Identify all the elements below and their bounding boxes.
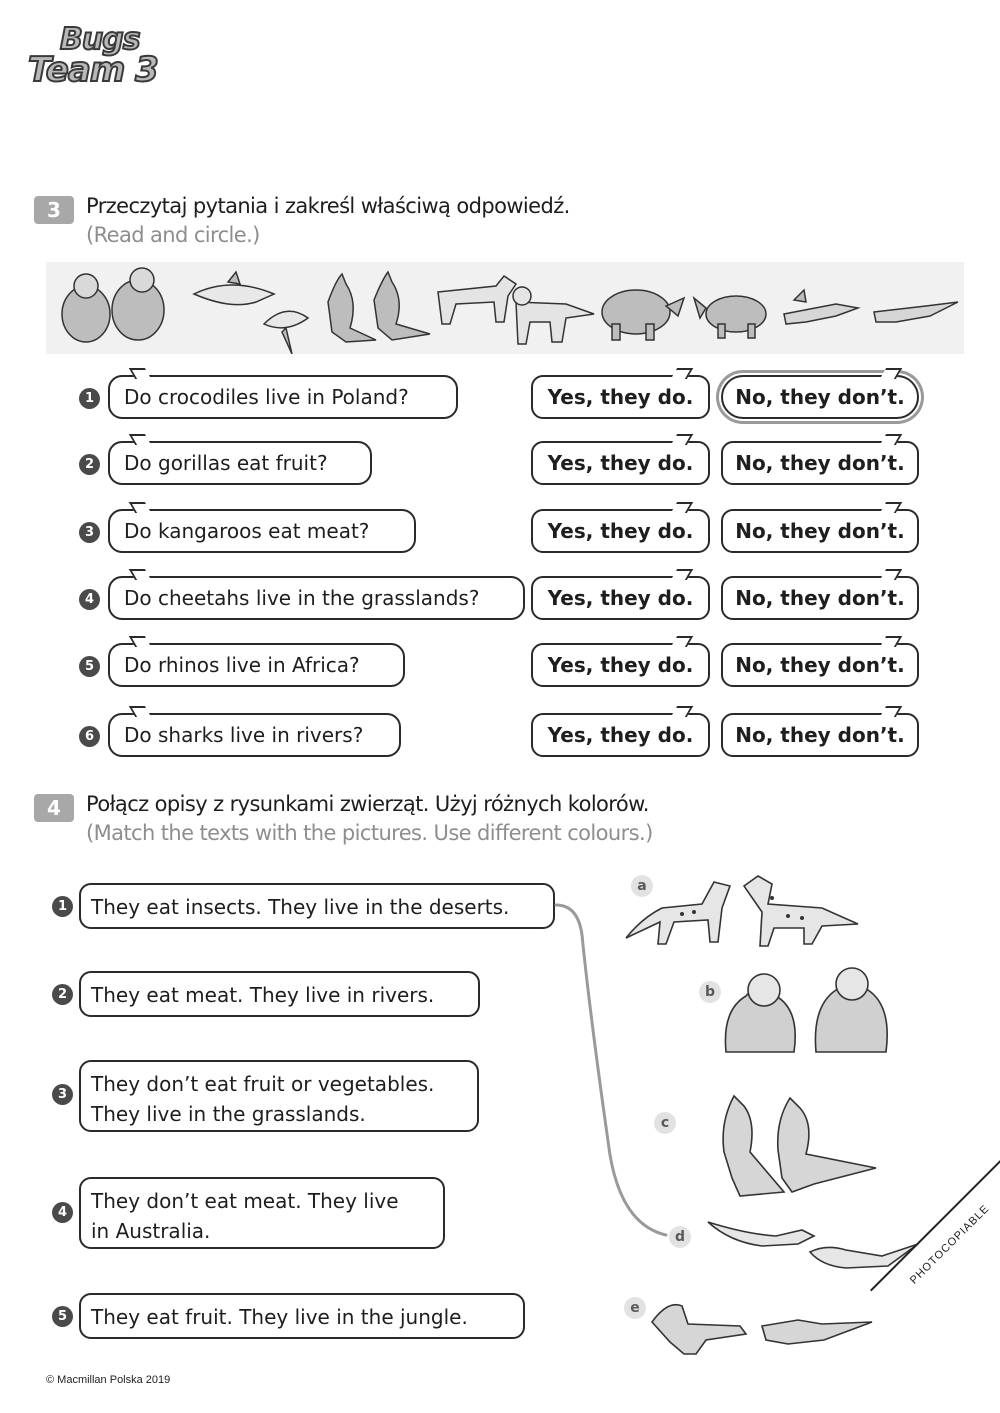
picture-letter-a: a: [631, 875, 653, 897]
gorilla-icon: [112, 268, 164, 340]
answer-yes[interactable]: Yes, they do.: [531, 576, 710, 620]
crocodile-icon: [648, 1296, 878, 1360]
shark-icon: [194, 272, 274, 305]
answer-yes[interactable]: Yes, they do.: [531, 375, 710, 419]
text-number: 5: [52, 1306, 73, 1327]
question-bubble: Do gorillas eat fruit?: [108, 441, 372, 485]
description-line: They live in the grasslands.: [91, 1102, 366, 1126]
text-number: 2: [52, 984, 73, 1005]
exercise-3-subtitle: (Read and circle.): [86, 223, 260, 247]
kangaroo-icon: [328, 274, 376, 342]
question-bubble: Do crocodiles live in Poland?: [108, 375, 458, 419]
rhino-icon: [694, 296, 766, 338]
question-number: 1: [79, 388, 100, 409]
description-box[interactable]: [79, 971, 480, 1017]
description-line: They don’t eat fruit or vegetables.: [91, 1072, 435, 1096]
exercise-3-number: 3: [34, 196, 74, 224]
exercise-4-subtitle: (Match the texts with the pictures. Use different colours.): [86, 821, 653, 845]
logo-line-2: Team 3: [28, 50, 158, 90]
text-number: 4: [52, 1202, 73, 1223]
answer-no[interactable]: No, they don’t.: [721, 576, 919, 620]
question-number: 5: [79, 656, 100, 677]
picture-letter-b: b: [699, 981, 721, 1003]
rhino-icon: [602, 290, 684, 340]
cheetah-icon: [513, 287, 594, 344]
answer-no[interactable]: No, they don’t.: [721, 441, 919, 485]
answer-no[interactable]: No, they don’t.: [721, 713, 919, 757]
answer-yes[interactable]: Yes, they do.: [531, 441, 710, 485]
cheetah-icon: [622, 868, 862, 948]
animal-strip-illustrations: [46, 262, 964, 354]
picture-letter-e: e: [624, 1297, 646, 1319]
description-box[interactable]: [79, 883, 555, 929]
answer-no[interactable]: No, they don’t.: [721, 643, 919, 687]
description-line: They don’t eat meat. They live: [91, 1189, 399, 1213]
answer-no[interactable]: No, they don’t.: [721, 509, 919, 553]
exercise-4-number: 4: [34, 794, 74, 822]
gorilla-icon: [62, 274, 110, 342]
logo-line-1: Bugs: [60, 22, 140, 57]
question-number: 6: [79, 726, 100, 747]
answer-no-circled[interactable]: No, they don’t.: [721, 375, 919, 419]
question-bubble: Do kangaroos eat meat?: [108, 509, 416, 553]
question-bubble: Do cheetahs live in the grasslands?: [108, 576, 525, 620]
description-line: in Australia.: [91, 1219, 211, 1243]
question-bubble: Do sharks live in rivers?: [108, 713, 401, 757]
description-box[interactable]: [79, 1177, 445, 1249]
gorilla-icon: [716, 960, 896, 1060]
picture-letter-c: c: [654, 1112, 676, 1134]
bugs-team-logo: [26, 22, 176, 94]
description-box[interactable]: [79, 1060, 479, 1132]
question-bubble: Do rhinos live in Africa?: [108, 643, 405, 687]
animal-picture-strip: [46, 262, 964, 354]
question-number: 2: [79, 454, 100, 475]
exercise-3-title: Przeczytaj pytania i zakreśl właściwą odpowiedź.: [86, 194, 570, 218]
photocopiable-label: PHOTOCOPIABLE: [907, 1202, 992, 1287]
lizard-icon: [706, 1216, 920, 1276]
text-number: 1: [52, 896, 73, 917]
text-number: 3: [52, 1084, 73, 1105]
crocodile-icon: [874, 302, 958, 322]
exercise-4-title: Połącz opisy z rysunkami zwierząt. Użyj różnych kolorów.: [86, 792, 649, 816]
picture-letter-d: d: [669, 1226, 691, 1248]
answer-yes[interactable]: Yes, they do.: [531, 643, 710, 687]
question-number: 4: [79, 589, 100, 610]
cheetah-icon: [438, 276, 516, 324]
question-number: 3: [79, 522, 100, 543]
description-box[interactable]: [79, 1293, 525, 1339]
kangaroo-icon: [710, 1092, 880, 1202]
answer-yes[interactable]: Yes, they do.: [531, 509, 710, 553]
kangaroo-icon: [374, 272, 430, 340]
description-line: They eat meat. They live in rivers.: [91, 983, 435, 1007]
answer-yes[interactable]: Yes, they do.: [531, 713, 710, 757]
crocodile-icon: [784, 290, 858, 324]
description-line: They eat insects. They live in the deserts.: [91, 895, 510, 919]
description-line: They eat fruit. They live in the jungle.: [91, 1305, 468, 1329]
copyright: © Macmillan Polska 2019: [46, 1374, 171, 1386]
shark-icon: [264, 311, 308, 354]
